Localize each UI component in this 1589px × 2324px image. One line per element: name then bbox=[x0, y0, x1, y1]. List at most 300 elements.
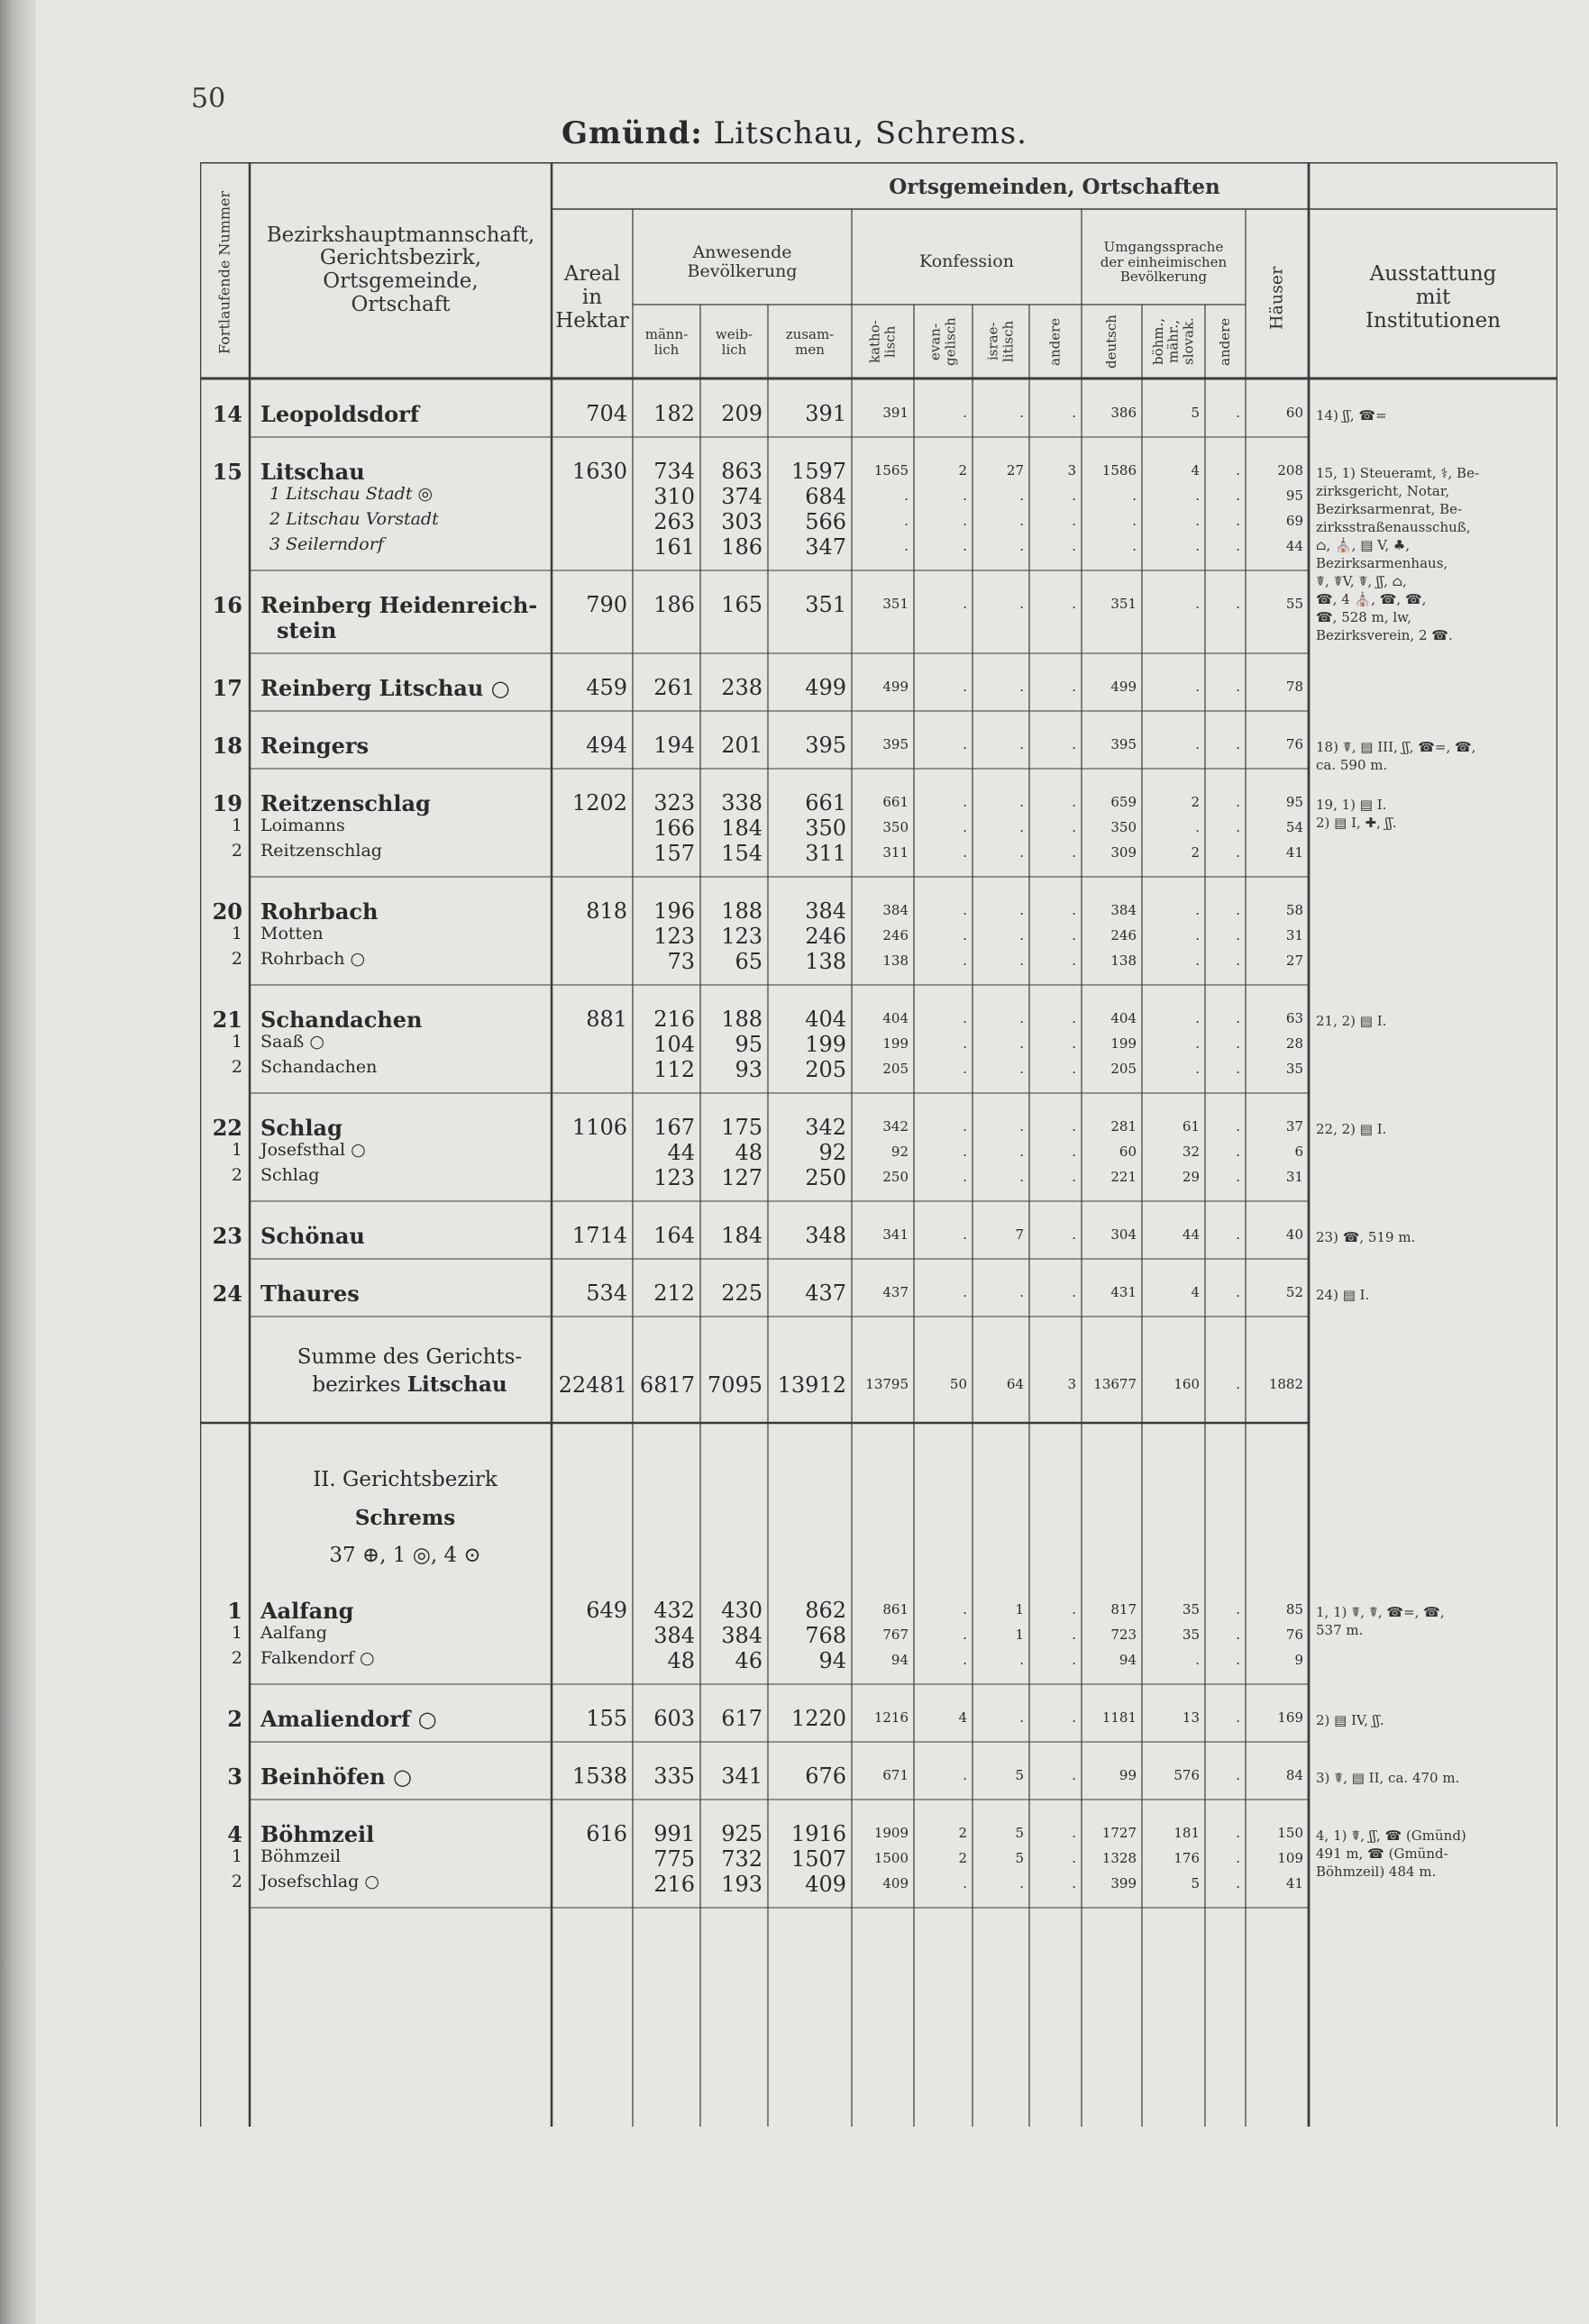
cell-w: 46 bbox=[735, 1648, 763, 1673]
cell-h: 95 bbox=[1285, 794, 1303, 810]
cell-w: 48 bbox=[735, 1140, 763, 1165]
cell-bo: . bbox=[1195, 902, 1200, 918]
header-evangelical: evan-gelisch bbox=[927, 317, 959, 366]
cell-w: 384 bbox=[721, 1623, 763, 1648]
cell-ev: . bbox=[963, 1652, 967, 1668]
cell-kath: . bbox=[904, 538, 909, 554]
cell-bo: 5 bbox=[1191, 405, 1200, 421]
sub-place-name: 3 Seilerndorf bbox=[269, 534, 384, 554]
cell-and: . bbox=[1072, 902, 1076, 918]
cell-ev: . bbox=[963, 1061, 967, 1077]
header-other-language: andere bbox=[1217, 317, 1234, 366]
cell-m: 216 bbox=[653, 1007, 695, 1032]
cell-w: 374 bbox=[721, 484, 763, 509]
cell-and: . bbox=[1072, 1850, 1076, 1866]
place-name: Leopoldsdorf bbox=[260, 401, 420, 427]
cell-z: 395 bbox=[805, 733, 846, 758]
cell-kath: 246 bbox=[882, 927, 909, 943]
cell-kath: . bbox=[904, 488, 909, 504]
cell-and: . bbox=[1072, 538, 1076, 554]
cell-ev: . bbox=[963, 819, 967, 835]
areal-value: 616 bbox=[586, 1821, 627, 1846]
institution-note: ca. 590 m. bbox=[1316, 757, 1388, 773]
cell-isr: . bbox=[1019, 1061, 1024, 1077]
cell-h: 1882 bbox=[1268, 1376, 1303, 1392]
cell-z: 205 bbox=[805, 1057, 846, 1082]
cell-h: 60 bbox=[1285, 405, 1303, 421]
cell-an: . bbox=[1236, 462, 1240, 478]
cell-kath: 391 bbox=[882, 405, 909, 421]
cell-an: . bbox=[1236, 844, 1240, 861]
cell-z: 199 bbox=[805, 1032, 846, 1057]
header-german: deutsch bbox=[1103, 314, 1120, 369]
cell-ev: . bbox=[963, 927, 967, 943]
areal-value: 649 bbox=[586, 1598, 627, 1623]
sub-row-number: 2 bbox=[231, 1057, 242, 1077]
cell-kath: 861 bbox=[882, 1601, 909, 1618]
cell-and: . bbox=[1072, 844, 1076, 861]
cell-bo: 181 bbox=[1173, 1825, 1200, 1841]
cell-h: 58 bbox=[1285, 902, 1303, 918]
place-name: Reitzenschlag bbox=[260, 790, 431, 816]
cell-m: 775 bbox=[653, 1846, 695, 1872]
cell-w: 617 bbox=[721, 1706, 763, 1731]
cell-isr: . bbox=[1019, 1010, 1024, 1026]
cell-an: . bbox=[1236, 1875, 1240, 1891]
areal-value: 881 bbox=[586, 1007, 627, 1032]
cell-kath: 661 bbox=[882, 794, 909, 810]
cell-bo: 13 bbox=[1182, 1709, 1200, 1726]
cell-w: 209 bbox=[721, 401, 763, 426]
cell-m: 123 bbox=[653, 924, 695, 949]
sub-place-name: Josefsthal ○ bbox=[260, 1140, 366, 1160]
statistics-table bbox=[200, 162, 1557, 2127]
summary-label-prefix: bezirkes bbox=[312, 1373, 407, 1397]
cell-h: 40 bbox=[1285, 1226, 1303, 1243]
sub-row-number: 1 bbox=[231, 1140, 242, 1160]
cell-and: . bbox=[1072, 679, 1076, 695]
cell-z: 1597 bbox=[790, 459, 846, 484]
cell-kath: 138 bbox=[882, 952, 909, 969]
row-number: 20 bbox=[212, 898, 242, 925]
cell-kath: 311 bbox=[882, 844, 909, 861]
cell-w: 65 bbox=[735, 949, 763, 974]
row-number: 14 bbox=[212, 401, 242, 427]
cell-h: 52 bbox=[1285, 1284, 1303, 1300]
institution-note: 2) ▤ IV, ʃʃ. bbox=[1316, 1712, 1384, 1728]
cell-h: 44 bbox=[1285, 538, 1303, 554]
cell-bo: 4 bbox=[1191, 462, 1200, 478]
cell-isr: . bbox=[1019, 538, 1024, 554]
cell-w: 303 bbox=[721, 509, 763, 534]
cell-isr: 5 bbox=[1015, 1850, 1024, 1866]
cell-bo: . bbox=[1195, 736, 1200, 752]
cell-m: 186 bbox=[653, 592, 695, 617]
cell-de: . bbox=[1132, 513, 1137, 529]
cell-ev: . bbox=[963, 1875, 967, 1891]
place-name: Reinberg Litschau ○ bbox=[260, 675, 510, 701]
cell-ev: . bbox=[963, 1035, 967, 1052]
cell-w: 95 bbox=[735, 1032, 763, 1057]
cell-ev: . bbox=[963, 1144, 967, 1160]
book-binding-edge bbox=[0, 0, 36, 2324]
cell-m: 194 bbox=[653, 733, 695, 758]
cell-de: 404 bbox=[1110, 1010, 1137, 1026]
cell-an: . bbox=[1236, 679, 1240, 695]
cell-bo: . bbox=[1195, 1010, 1200, 1026]
cell-de: 350 bbox=[1110, 819, 1137, 835]
cell-de: 60 bbox=[1119, 1144, 1137, 1160]
cell-ev: 2 bbox=[958, 462, 967, 478]
sub-place-name: Böhmzeil bbox=[260, 1846, 342, 1866]
cell-and: . bbox=[1072, 513, 1076, 529]
cell-an: . bbox=[1236, 1144, 1240, 1160]
cell-de: 431 bbox=[1110, 1284, 1137, 1300]
cell-ev: . bbox=[963, 844, 967, 861]
cell-bo: 44 bbox=[1182, 1226, 1200, 1243]
cell-z: 676 bbox=[805, 1764, 846, 1789]
cell-an: . bbox=[1236, 513, 1240, 529]
cell-de: 99 bbox=[1119, 1767, 1137, 1783]
cell-z: 348 bbox=[805, 1223, 846, 1248]
cell-isr: . bbox=[1019, 1652, 1024, 1668]
cell-kath: 199 bbox=[882, 1035, 909, 1052]
cell-an: . bbox=[1236, 927, 1240, 943]
cell-isr: . bbox=[1019, 1035, 1024, 1052]
place-name: Thaures bbox=[260, 1280, 360, 1307]
cell-de: 1727 bbox=[1101, 1825, 1137, 1841]
cell-w: 430 bbox=[721, 1598, 763, 1623]
cell-z: 250 bbox=[805, 1165, 846, 1190]
cell-h: 35 bbox=[1285, 1061, 1303, 1077]
areal-value: 1538 bbox=[571, 1764, 627, 1789]
cell-w: 238 bbox=[721, 675, 763, 700]
cell-an: . bbox=[1236, 1825, 1240, 1841]
institution-note: Böhmzeil) 484 m. bbox=[1316, 1864, 1437, 1880]
cell-z: 246 bbox=[805, 924, 846, 949]
place-name: Böhmzeil bbox=[260, 1821, 375, 1847]
header-language-group: Umgangssprache der einheimischen Bevölkerung bbox=[1100, 238, 1228, 286]
cell-de: 499 bbox=[1110, 679, 1137, 695]
sub-place-name: Josefschlag ○ bbox=[260, 1872, 379, 1891]
cell-w: 925 bbox=[721, 1821, 763, 1846]
cell-kath: 499 bbox=[882, 679, 909, 695]
cell-isr: . bbox=[1019, 844, 1024, 861]
cell-m: 123 bbox=[653, 1165, 695, 1190]
cell-de: 659 bbox=[1110, 794, 1137, 810]
cell-h: 76 bbox=[1285, 736, 1303, 752]
cell-m: 384 bbox=[653, 1623, 695, 1648]
cell-de: 351 bbox=[1110, 596, 1137, 612]
cell-z: 409 bbox=[805, 1872, 846, 1897]
cell-bo: . bbox=[1195, 927, 1200, 943]
cell-m: 212 bbox=[653, 1280, 695, 1306]
sub-place-name: Aalfang bbox=[260, 1623, 327, 1643]
cell-kath: 1909 bbox=[873, 1825, 909, 1841]
cell-an: . bbox=[1236, 596, 1240, 612]
cell-ev: . bbox=[963, 405, 967, 421]
cell-w: 175 bbox=[721, 1115, 763, 1140]
cell-bo: . bbox=[1195, 538, 1200, 554]
cell-an: . bbox=[1236, 1652, 1240, 1668]
cell-and: . bbox=[1072, 1875, 1076, 1891]
sub-row-number: 2 bbox=[231, 949, 242, 969]
sub-place-name: Saaß ○ bbox=[260, 1032, 324, 1052]
cell-z: 342 bbox=[805, 1115, 846, 1140]
header-ortsgemeinden-group: Ortsgemeinden, Ortschaften bbox=[889, 175, 1220, 200]
header-catholic: katho-lisch bbox=[866, 320, 899, 363]
cell-h: 85 bbox=[1285, 1601, 1303, 1618]
cell-and: 3 bbox=[1067, 1376, 1076, 1392]
areal-value: 494 bbox=[586, 733, 627, 758]
cell-bo: 2 bbox=[1191, 844, 1200, 861]
cell-an: . bbox=[1236, 1010, 1240, 1026]
cell-h: 31 bbox=[1285, 927, 1303, 943]
cell-an: . bbox=[1236, 538, 1240, 554]
cell-isr: . bbox=[1019, 596, 1024, 612]
page-number: 50 bbox=[191, 83, 226, 114]
row-number: 15 bbox=[212, 459, 242, 485]
cell-isr: 64 bbox=[1006, 1376, 1024, 1392]
page-title bbox=[0, 115, 1589, 151]
cell-z: 350 bbox=[805, 816, 846, 841]
cell-isr: 1 bbox=[1015, 1627, 1024, 1643]
institution-note: 4, 1) ☤, ʃʃ, ☎ (Gmünd) bbox=[1316, 1827, 1466, 1844]
cell-and: . bbox=[1072, 1767, 1076, 1783]
areal-value: 818 bbox=[586, 898, 627, 924]
cell-m: 112 bbox=[653, 1057, 695, 1082]
place-name: Reinberg Heidenreich- bbox=[260, 592, 538, 618]
cell-de: 199 bbox=[1110, 1035, 1137, 1052]
cell-ev: 50 bbox=[949, 1376, 967, 1392]
cell-kath: 395 bbox=[882, 736, 909, 752]
cell-h: 55 bbox=[1285, 596, 1303, 612]
place-name: Amaliendorf ○ bbox=[260, 1706, 437, 1732]
cell-bo: 160 bbox=[1173, 1376, 1200, 1392]
cell-z: 661 bbox=[805, 790, 846, 816]
cell-ev: . bbox=[963, 736, 967, 752]
cell-m: 167 bbox=[653, 1115, 695, 1140]
areal-value: 534 bbox=[586, 1280, 627, 1306]
cell-kath: 341 bbox=[882, 1226, 909, 1243]
cell-bo: . bbox=[1195, 1035, 1200, 1052]
cell-m: 44 bbox=[667, 1140, 695, 1165]
cell-kath: 205 bbox=[882, 1061, 909, 1077]
cell-and: . bbox=[1072, 596, 1076, 612]
row-number: 23 bbox=[212, 1223, 242, 1249]
institution-note: ☎, 4 ⛪, ☎, ☎, bbox=[1316, 591, 1427, 607]
row-number: 24 bbox=[212, 1280, 242, 1307]
place-name: Litschau bbox=[260, 459, 365, 485]
section2-district-name: Schrems bbox=[354, 1506, 456, 1530]
cell-ev: 2 bbox=[958, 1850, 967, 1866]
cell-w: 188 bbox=[721, 898, 763, 924]
cell-an: . bbox=[1236, 1169, 1240, 1185]
header-other-confession: andere bbox=[1046, 317, 1064, 366]
cell-ev: . bbox=[963, 902, 967, 918]
cell-h: 41 bbox=[1285, 1875, 1303, 1891]
institution-note: 19, 1) ▤ I. bbox=[1316, 797, 1387, 813]
cell-bo: . bbox=[1195, 819, 1200, 835]
institution-note: Bezirksverein, 2 ☎. bbox=[1316, 627, 1453, 643]
sub-place-name: Motten bbox=[260, 924, 324, 943]
cell-kath: 1500 bbox=[873, 1850, 909, 1866]
cell-kath: 671 bbox=[882, 1767, 909, 1783]
cell-w: 184 bbox=[721, 1223, 763, 1248]
cell-and: . bbox=[1072, 1061, 1076, 1077]
cell-and: . bbox=[1072, 1627, 1076, 1643]
place-name: Beinhöfen ○ bbox=[260, 1764, 412, 1790]
cell-h: 27 bbox=[1285, 952, 1303, 969]
cell-bo: . bbox=[1195, 513, 1200, 529]
cell-z: 499 bbox=[805, 675, 846, 700]
cell-m: 603 bbox=[653, 1706, 695, 1731]
cell-h: 63 bbox=[1285, 1010, 1303, 1026]
sub-place-name: 2 Litschau Vorstadt bbox=[269, 509, 439, 529]
sub-row-number: 1 bbox=[231, 924, 242, 943]
cell-bo: 32 bbox=[1182, 1144, 1200, 1160]
cell-w: 338 bbox=[721, 790, 763, 816]
cell-h: 28 bbox=[1285, 1035, 1303, 1052]
cell-an: . bbox=[1236, 1035, 1240, 1052]
cell-isr: . bbox=[1019, 1709, 1024, 1726]
cell-z: 384 bbox=[805, 898, 846, 924]
header-name-column: Bezirkshauptmannschaft, Gerichtsbezirk, Ortsgemeinde, Ortschaft bbox=[266, 223, 535, 316]
cell-m: 104 bbox=[653, 1032, 695, 1057]
cell-de: . bbox=[1132, 488, 1137, 504]
cell-and: . bbox=[1072, 1035, 1076, 1052]
cell-and: . bbox=[1072, 736, 1076, 752]
cell-an: . bbox=[1236, 819, 1240, 835]
cell-an: . bbox=[1236, 1601, 1240, 1618]
cell-w: 127 bbox=[721, 1165, 763, 1190]
cell-h: 208 bbox=[1277, 462, 1303, 478]
place-name: Schönau bbox=[260, 1223, 365, 1249]
areal-value: 1714 bbox=[571, 1223, 627, 1248]
cell-w: 863 bbox=[721, 459, 763, 484]
cell-h: 95 bbox=[1285, 488, 1303, 504]
cell-an: . bbox=[1236, 952, 1240, 969]
cell-bo: 29 bbox=[1182, 1169, 1200, 1185]
cell-m: 6817 bbox=[639, 1372, 695, 1398]
cell-z: 862 bbox=[805, 1598, 846, 1623]
cell-z: 1220 bbox=[790, 1706, 846, 1731]
cell-and: . bbox=[1072, 819, 1076, 835]
cell-and: . bbox=[1072, 488, 1076, 504]
cell-w: 123 bbox=[721, 924, 763, 949]
cell-kath: 342 bbox=[882, 1118, 909, 1135]
cell-m: 48 bbox=[667, 1648, 695, 1673]
cell-bo: 35 bbox=[1182, 1627, 1200, 1643]
cell-and: . bbox=[1072, 1652, 1076, 1668]
sub-row-number: 1 bbox=[231, 1623, 242, 1643]
cell-kath: 384 bbox=[882, 902, 909, 918]
header-total: zusam- men bbox=[785, 326, 835, 358]
cell-bo: 5 bbox=[1191, 1875, 1200, 1891]
cell-h: 84 bbox=[1285, 1767, 1303, 1783]
cell-and: . bbox=[1072, 1226, 1076, 1243]
cell-z: 1916 bbox=[790, 1821, 846, 1846]
cell-w: 201 bbox=[721, 733, 763, 758]
cell-kath: 1565 bbox=[873, 462, 909, 478]
cell-isr: 7 bbox=[1015, 1226, 1024, 1243]
row-number: 1 bbox=[227, 1598, 242, 1624]
cell-and: . bbox=[1072, 1284, 1076, 1300]
cell-isr: . bbox=[1019, 736, 1024, 752]
cell-m: 261 bbox=[653, 675, 695, 700]
cell-kath: 250 bbox=[882, 1169, 909, 1185]
cell-and: . bbox=[1072, 1169, 1076, 1185]
cell-z: 1507 bbox=[790, 1846, 846, 1872]
institution-note: ⌂, ⛪, ▤ V, ♣, bbox=[1316, 537, 1411, 553]
cell-z: 391 bbox=[805, 401, 846, 426]
row-number: 17 bbox=[212, 675, 242, 701]
header-male: männ- lich bbox=[644, 326, 689, 358]
row-number: 2 bbox=[227, 1706, 242, 1732]
header-areal: Areal in Hektar bbox=[555, 262, 629, 333]
cell-an: . bbox=[1236, 736, 1240, 752]
cell-bo: 61 bbox=[1182, 1118, 1200, 1135]
cell-isr: 5 bbox=[1015, 1825, 1024, 1841]
cell-an: . bbox=[1236, 1061, 1240, 1077]
sub-row-number: 2 bbox=[231, 1872, 242, 1891]
cell-de: 309 bbox=[1110, 844, 1137, 861]
cell-ev: . bbox=[963, 1767, 967, 1783]
row-number: 19 bbox=[212, 790, 242, 816]
cell-isr: . bbox=[1019, 952, 1024, 969]
cell-h: 9 bbox=[1294, 1652, 1303, 1668]
cell-bo: . bbox=[1195, 952, 1200, 969]
cell-ev: 2 bbox=[958, 1825, 967, 1841]
section2-symbols: 37 ⊕, 1 ◎, 4 ⊙ bbox=[329, 1544, 481, 1567]
areal-value: 1202 bbox=[571, 790, 627, 816]
cell-m: 161 bbox=[653, 534, 695, 560]
cell-and: . bbox=[1072, 1825, 1076, 1841]
cell-isr: . bbox=[1019, 513, 1024, 529]
summary-district-name: Litschau bbox=[406, 1372, 507, 1397]
cell-an: . bbox=[1236, 405, 1240, 421]
cell-isr: . bbox=[1019, 1875, 1024, 1891]
sub-row-number: 1 bbox=[231, 816, 242, 835]
cell-z: 437 bbox=[805, 1280, 846, 1306]
place-name: Aalfang bbox=[260, 1598, 354, 1624]
cell-bo: . bbox=[1195, 679, 1200, 695]
cell-m: 432 bbox=[653, 1598, 695, 1623]
cell-an: . bbox=[1236, 1627, 1240, 1643]
cell-h: 31 bbox=[1285, 1169, 1303, 1185]
cell-kath: 350 bbox=[882, 819, 909, 835]
row-number: 16 bbox=[212, 592, 242, 618]
cell-de: 399 bbox=[1110, 1875, 1137, 1891]
cell-an: . bbox=[1236, 1376, 1240, 1392]
cell-ev: . bbox=[963, 1226, 967, 1243]
cell-de: 138 bbox=[1110, 952, 1137, 969]
cell-z: 311 bbox=[805, 841, 846, 866]
cell-kath: 351 bbox=[882, 596, 909, 612]
cell-h: 76 bbox=[1285, 1627, 1303, 1643]
cell-isr: 27 bbox=[1006, 462, 1024, 478]
cell-bo: 35 bbox=[1182, 1601, 1200, 1618]
institution-note: 21, 2) ▤ I. bbox=[1316, 1013, 1387, 1029]
cell-z: 138 bbox=[805, 949, 846, 974]
cell-an: . bbox=[1236, 1118, 1240, 1135]
cell-an: . bbox=[1236, 1850, 1240, 1866]
cell-isr: . bbox=[1019, 488, 1024, 504]
cell-z: 404 bbox=[805, 1007, 846, 1032]
cell-w: 7095 bbox=[707, 1372, 763, 1398]
cell-kath: 409 bbox=[882, 1875, 909, 1891]
cell-kath: 1216 bbox=[873, 1709, 909, 1726]
